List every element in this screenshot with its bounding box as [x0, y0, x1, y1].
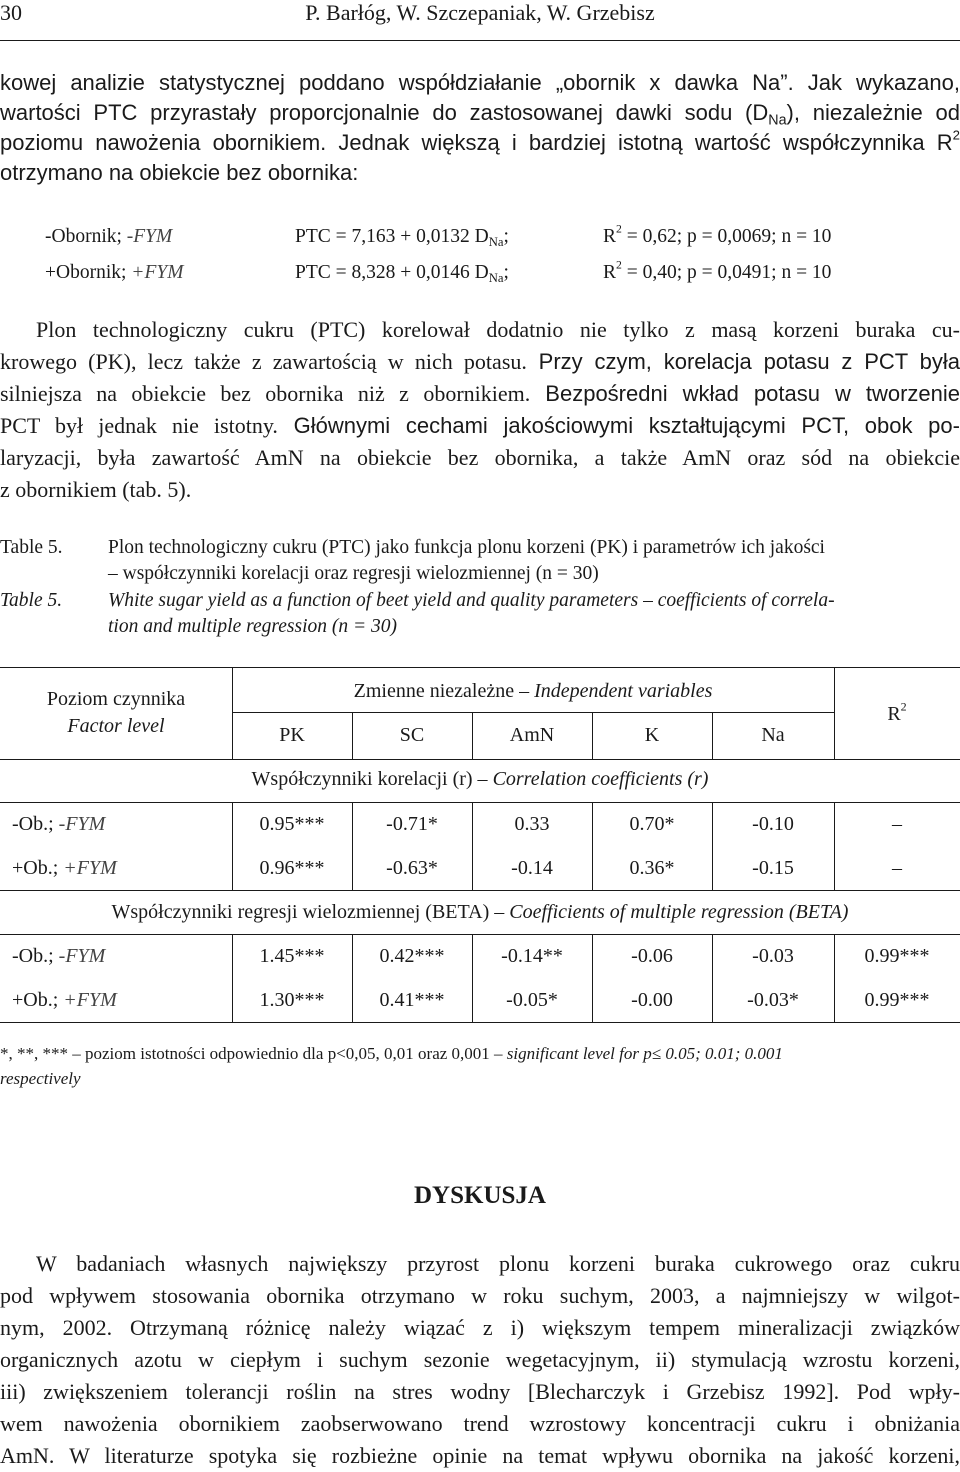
equation-stats: $R^2 = 0,62$; p = 0,0069; n = 10 [603, 222, 832, 247]
equation-formula: PTC = 8,328 + 0,0146 $D_{Na}$; [295, 262, 509, 285]
table-caption-text: White sugar yield as a function of beet yield and quality parameters – coefficients of correla- [108, 590, 835, 611]
table-caption-text: tion and multiple regression (n = 30) [108, 616, 398, 637]
table-rule [0, 1022, 960, 1023]
equation-label: +Obornik; +FYM [45, 262, 184, 283]
table-caption-text: – współczynniki korelacji oraz regresji wielozmiennej (n = 30) [108, 563, 599, 584]
table-cell-r2: – [892, 813, 902, 835]
row-label: +Ob.; +FYM [12, 989, 117, 1011]
header-factor-level-en: Factor level [67, 715, 165, 737]
table-caption-label: Table 5. [0, 590, 63, 611]
row-label: -Ob.; -FYM [12, 813, 106, 835]
table-cell: 0.96*** [259, 857, 325, 879]
text-line: AmN. W literaturze spotyka się rozbieżne opinie na temat wpływu obornika na jakość korzeni, [0, 1443, 960, 1468]
section-correlation-title: Współczynniki korelacji (r) – Correlation coefficients (r) [251, 768, 709, 790]
section-regression-title: Współczynniki regresji wielozmiennej (BETA) – Coefficients of multiple regression (BETA) [111, 901, 849, 923]
table-rule [0, 890, 960, 891]
table-cell: 0.33 [514, 813, 550, 835]
table-cell-r2: 0.99*** [864, 989, 930, 1011]
header-independent-variables: Zmienne niezależne – Independent variables [353, 680, 713, 702]
table-rule [232, 712, 834, 713]
table-rule [0, 934, 960, 935]
table-cell-r2: – [892, 857, 902, 879]
column-header: SC [399, 724, 425, 746]
table-cell: -0.71* [386, 813, 438, 835]
table-cell: 0.70* [629, 813, 675, 835]
table-cell: -0.10 [752, 813, 794, 835]
text-line: iii) zwiększeniem tolerancji roślin na stres wodny [Blecharczyk i Grzebisz 1992]. Pod wpły- [0, 1379, 960, 1404]
table-cell: -0.03 [752, 945, 794, 967]
paragraph-results-intro [0, 68, 960, 188]
column-header: AmN [509, 724, 555, 746]
text-line: wem nawożenia obornikiem zaobserwowano trend wzrostowy koncentracji cukru i obniżania [0, 1411, 960, 1436]
column-header: K [644, 724, 660, 746]
table-cell: -0.00 [631, 989, 673, 1011]
column-header: PK [279, 724, 305, 746]
table-cell: 0.36* [629, 857, 675, 879]
table-rule [0, 802, 960, 803]
text-line: otrzymano na obiekcie bez obornika: [0, 160, 359, 185]
equation-stats: $R^2 = 0,40$; p = 0,0491; n = 10 [603, 258, 832, 283]
text-line: PCT był jednak nie istotny. Głównymi cechami jakościowymi kształtującymi PCT, obok po- [0, 413, 960, 438]
text-line: silniejsza na obiekcie bez obornika niż z obornikiem. Bezpośredni wkład potasu w tworzenie [0, 381, 960, 406]
table-cell: -0.05* [506, 989, 558, 1011]
table-cell: 0.42*** [379, 945, 445, 967]
text-line: kowej analizie statystycznej poddano współdziałanie „obornik x dawka Na”. Jak wykazano, [0, 70, 960, 95]
table-cell-r2: 0.99*** [864, 945, 930, 967]
table-cell: 1.45*** [259, 945, 325, 967]
paragraph-discussion [0, 1248, 960, 1472]
row-label: -Ob.; -FYM [12, 945, 106, 967]
table-cell: -0.14** [501, 945, 563, 967]
column-header: Na [761, 724, 785, 746]
equation-formula: PTC = 7,163 + 0,0132 $D_{Na}$; [295, 226, 509, 249]
text-line: z obornikiem (tab. 5). [0, 477, 192, 502]
column-header-r2: $R^2$ [887, 699, 907, 725]
text-line: organicznych azotu w ciepłym i suchym sezonie wegetacyjnym, ii) stymulacją wzrostu korzeni, [0, 1347, 960, 1372]
table-rule [0, 667, 960, 668]
table-cell: -0.03* [747, 989, 799, 1011]
text-line: nym, 2002. Otrzymaną różnicę należy wiązać z i) większym tempem mineralizacji związków [0, 1315, 960, 1340]
table-cell: 0.95*** [259, 813, 325, 835]
table-cell: 0.41*** [379, 989, 445, 1011]
table-cell: -0.15 [752, 857, 794, 879]
table-caption-text: Plon technologiczny cukru (PTC) jako funkcja plonu korzeni (PK) i parametrów ich jakości [108, 537, 825, 558]
text-line: pod wpływem stosowania obornika otrzymano w roku suchym, 2003, a najmniejszy w wilgot- [0, 1283, 960, 1308]
table-cell: 1.30*** [259, 989, 325, 1011]
running-header-authors: P. Barłóg, W. Szczepaniak, W. Grzebisz [305, 0, 655, 25]
equation-label: -Obornik; -FYM [45, 226, 173, 247]
header-factor-level-pl: Poziom czynnika [46, 688, 186, 710]
table-rule [0, 759, 960, 760]
text-line: wartości PTC przyrastały proporcjonalnie do zastosowanej dawki sodu $(D_{Na})$, niezależnie od [0, 100, 960, 129]
text-line: Plon technologiczny cukru (PTC) korelował dodatnio nie tylko z masą korzeni buraka cu- [36, 317, 960, 342]
row-label: +Ob.; +FYM [12, 857, 117, 879]
text-line: poziomu nawożenia obornikiem. Jednak większą i bardziej istotną wartość współczynnika $R^2$ [0, 127, 960, 155]
text-line: W badaniach własnych największy przyrost plonu korzeni buraka cukrowego oraz cukru [36, 1251, 960, 1276]
page-number: 30 [0, 0, 22, 25]
header-rule [0, 40, 960, 41]
section-heading: DYSKUSJA [414, 1182, 546, 1209]
text-line: krowego (PK), lecz także z zawartością w nich potasu. Przy czym, korelacja potasu z PCT była [0, 349, 960, 374]
table-footnote: *, **, *** – poziom istotności odpowiednio dla p<0,05, 0,01 oraz 0,001 – significant level for p≤ 0.05; 0.01; 0.001 respectively [0, 1044, 783, 1088]
text-line: laryzacji, była zawartość AmN na obiekcie bez obornika, a także AmN oraz sód na obiekcie [0, 445, 960, 470]
paragraph-correlation [0, 314, 960, 506]
table-caption-label: Table 5. [0, 537, 63, 558]
table-cell: -0.14 [511, 857, 553, 879]
table-cell: -0.06 [631, 945, 673, 967]
table-cell: -0.63* [386, 857, 438, 879]
